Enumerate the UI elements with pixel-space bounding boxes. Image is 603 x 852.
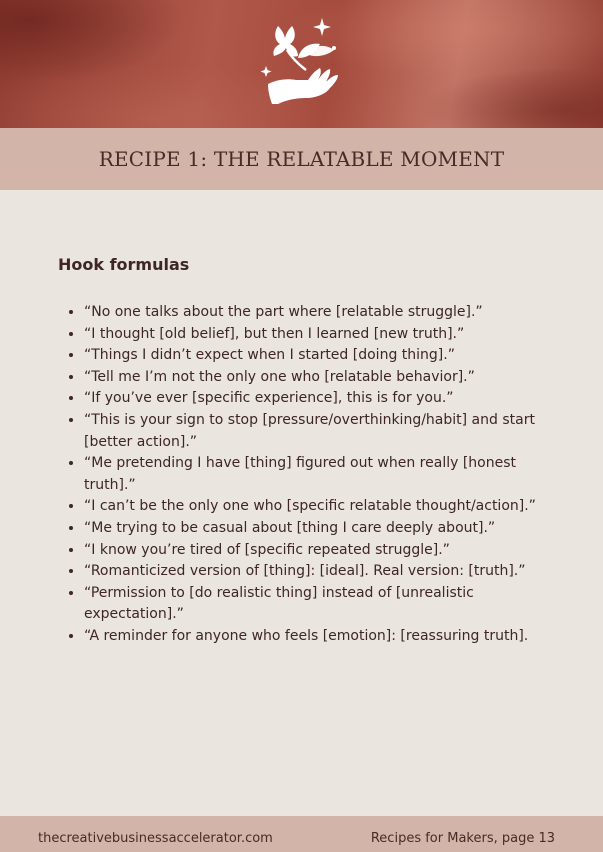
hook-formula-list [58, 302, 558, 648]
main-content [58, 255, 558, 648]
footer [0, 816, 603, 852]
list-item: • “I know you’re tired of [specific repeated struggle].” [84, 540, 558, 562]
list-item: • “Romanticized version of [thing]: [ideal]. Real version: [truth].” [84, 561, 558, 583]
list-item: • “Things I didn’t expect when I started [doing thing].” [84, 345, 558, 367]
list-item: • “A reminder for anyone who feels [emotion]: [reassuring truth]. [84, 626, 558, 648]
title-band [0, 128, 603, 190]
section-heading: Hook formulas [58, 255, 190, 274]
list-item: • “Me pretending I have [thing] figured out when really [honest truth].” [84, 453, 558, 496]
list-item: • “Me trying to be casual about [thing I care deeply about].” [84, 518, 558, 540]
hand-holding-flower-icon [256, 14, 352, 110]
list-item: • “I can’t be the only one who [specific relatable thought/action].” [84, 496, 558, 518]
footer-page-label: Recipes for Makers, page 13 [370, 831, 555, 846]
list-item: • “Permission to [do realistic thing] instead of [unrealistic expectation].” [84, 583, 558, 626]
list-item: • “If you’ve ever [specific experience], this is for you.” [84, 388, 558, 410]
page-title: RECIPE 1: THE RELATABLE MOMENT [98, 147, 505, 171]
list-item: • “Tell me I’m not the only one who [relatable behavior].” [84, 367, 558, 389]
list-item: • “No one talks about the part where [relatable struggle].” [84, 302, 558, 324]
header-banner [0, 0, 603, 128]
footer-site-link[interactable]: thecreativebusinessaccelerator.com [38, 831, 273, 846]
list-item: • “This is your sign to stop [pressure/overthinking/habit] and start [better action].” [84, 410, 558, 453]
list-item: • “I thought [old belief], but then I learned [new truth].” [84, 324, 558, 346]
